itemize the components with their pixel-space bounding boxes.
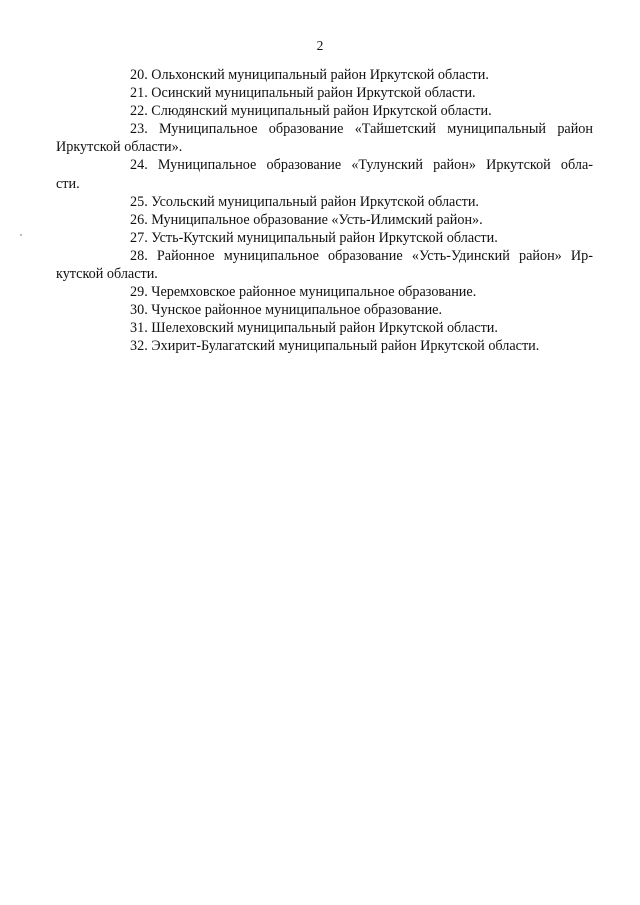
list-item-line: 28. Районное муниципальное образование «Усть-Удинский район» Ир- [130,247,593,264]
list-item-line: 26. Муниципальное образование «Усть-Илимский район». [130,211,483,228]
list-item [56,156,593,192]
list-item-line: 22. Слюдянский муниципальный район Иркутской области. [130,103,492,120]
list-item [56,247,593,283]
list-item [56,120,593,156]
list-item [93,211,593,229]
list-item-line: 30. Чунское районное муниципальное образование. [130,302,443,319]
list-item-line: 29. Черемховское районное муниципальное образование. [130,284,477,301]
list-item [93,337,593,355]
list-item [93,283,593,301]
list-item-line: 27. Усть-Кутский муниципальный район Иркутской области. [130,229,498,246]
list-item-line: 32. Эхирит-Булагатский муниципальный район Иркутской области. [130,338,540,355]
list-item-line: 21. Осинский муниципальный район Иркутской области. [130,85,476,102]
list-item [93,102,593,120]
list-item [93,319,593,337]
list-item-line: 24. Муниципальное образование «Тулунский район» Иркутской обла- [130,157,593,174]
list-item-line-continuation: Иркутской области». [56,139,183,156]
list-item [93,193,593,211]
list-item [93,301,593,319]
list-item [93,84,593,102]
list-item-line: 31. Шелеховский муниципальный район Иркутской области. [130,320,498,337]
list-item [93,229,593,247]
page-number: 2 [316,38,324,53]
list-item-line: 25. Усольский муниципальный район Иркутской области. [130,193,479,210]
list-item [93,66,593,84]
list-item-line-continuation: сти. [56,175,80,192]
list-item-line: 23. Муниципальное образование «Тайшетский муниципальный район [130,121,593,138]
municipality-list [56,66,593,356]
list-item-line-continuation: кутской области. [56,266,158,283]
list-item-line: 20. Ольхонский муниципальный район Иркутской области. [130,67,489,83]
scan-speck [20,234,22,236]
